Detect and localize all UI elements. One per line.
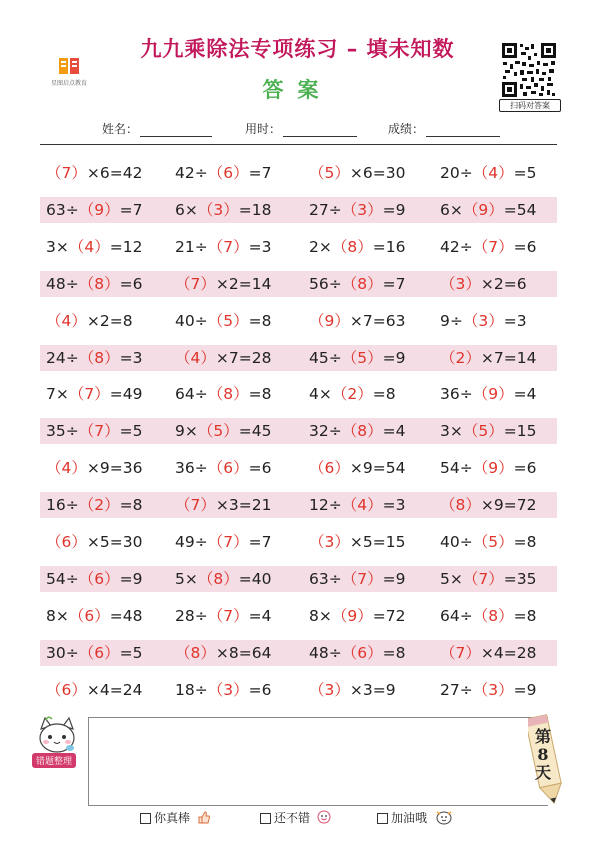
rating-good-checkbox[interactable]	[260, 813, 271, 824]
equation-prefix: 8×	[309, 607, 332, 625]
equation-cell	[175, 308, 271, 334]
equation-cell	[440, 197, 536, 223]
equation-suffix: =9	[382, 201, 406, 219]
answer-parenthesis[interactable]: （2）	[440, 349, 481, 367]
equation-prefix: 40÷	[175, 312, 208, 330]
equation-cell	[175, 197, 271, 223]
equation-suffix: =4	[382, 422, 406, 440]
equation-suffix: ×2=6	[480, 275, 527, 293]
equation-cell	[309, 566, 405, 592]
answer-parenthesis[interactable]: （9）	[462, 201, 504, 219]
equation-prefix: 2×	[309, 238, 332, 256]
error-area-top-line	[88, 717, 548, 718]
equation-cell	[175, 640, 271, 666]
answer-parenthesis[interactable]: （4）	[341, 496, 383, 514]
equation-suffix: ×4=28	[480, 644, 537, 662]
equation-cell	[46, 271, 142, 297]
answer-parenthesis[interactable]: （4）	[46, 459, 87, 477]
equation-cell	[440, 418, 536, 444]
equation-cell	[309, 640, 405, 666]
equation-suffix: =45	[238, 422, 272, 440]
equation-cell	[440, 271, 527, 297]
time-blank[interactable]	[283, 124, 357, 137]
equation-cell	[309, 677, 396, 703]
answer-parenthesis[interactable]: （3）	[197, 201, 239, 219]
exercise-row	[40, 308, 557, 334]
time-label: 用时：	[245, 122, 282, 136]
answer-parenthesis[interactable]: （8）	[207, 385, 249, 403]
answer-parenthesis[interactable]: （7）	[440, 644, 481, 662]
equation-prefix: 48÷	[46, 275, 79, 293]
equation-cell	[309, 197, 405, 223]
equation-cell	[440, 160, 536, 186]
equation-cell	[175, 603, 271, 629]
equation-cell	[440, 566, 536, 592]
equation-suffix: =7	[248, 533, 272, 551]
equation-suffix: =5	[513, 164, 537, 182]
qr-code-icon[interactable]	[501, 42, 557, 98]
exercise-row	[40, 603, 557, 629]
equation-suffix: ×7=14	[480, 349, 537, 367]
equation-suffix: =3	[119, 349, 143, 367]
equation-prefix: 54÷	[440, 459, 473, 477]
exercise-row	[40, 381, 557, 407]
answer-parenthesis[interactable]: （6）	[207, 164, 249, 182]
equation-cell	[175, 160, 271, 186]
rating-great-checkbox[interactable]	[140, 813, 151, 824]
logo-caption: 星图启点教育	[50, 80, 87, 87]
score-blank[interactable]	[426, 124, 500, 137]
answer-parenthesis[interactable]: （5）	[472, 533, 514, 551]
equation-cell	[175, 234, 271, 260]
equation-cell	[309, 492, 405, 518]
equation-prefix: 4×	[309, 385, 332, 403]
answer-parenthesis[interactable]: （8）	[78, 349, 120, 367]
equation-prefix: 45÷	[309, 349, 342, 367]
time-field[interactable]	[245, 120, 357, 137]
equation-suffix: ×3=9	[349, 681, 396, 699]
answer-parenthesis[interactable]: （7）	[207, 607, 249, 625]
rating-keep-going-label: 加油哦	[391, 811, 428, 825]
exercise-row	[40, 492, 557, 518]
equation-suffix: ×7=63	[349, 312, 406, 330]
equation-cell	[46, 492, 142, 518]
answer-parenthesis[interactable]: （6）	[68, 607, 110, 625]
equation-suffix: =6	[248, 459, 272, 477]
equation-cell	[46, 529, 142, 555]
equation-prefix: 36÷	[440, 385, 473, 403]
equation-suffix: =48	[109, 607, 143, 625]
answer-parenthesis[interactable]: （9）	[472, 385, 514, 403]
equation-suffix: ×2=14	[215, 275, 272, 293]
equation-prefix: 42÷	[175, 164, 208, 182]
equation-cell	[175, 677, 271, 703]
answer-parenthesis[interactable]: （9）	[472, 459, 514, 477]
equation-cell	[440, 492, 536, 518]
equation-cell	[46, 640, 142, 666]
equation-prefix: 9÷	[440, 312, 463, 330]
day-badge-prefix: 第	[534, 727, 551, 746]
answer-parenthesis[interactable]: （8）	[78, 275, 120, 293]
equation-cell	[309, 160, 405, 186]
answer-parenthesis[interactable]: （7）	[68, 385, 110, 403]
name-label: 姓名：	[102, 122, 139, 136]
exercise-row	[40, 234, 557, 260]
equation-cell	[46, 234, 142, 260]
equation-cell	[440, 529, 536, 555]
equation-prefix: 8×	[46, 607, 69, 625]
answer-parenthesis[interactable]: （8）	[440, 496, 481, 514]
equation-prefix: 5×	[440, 570, 463, 588]
answer-parenthesis[interactable]: （9）	[331, 607, 373, 625]
answer-parenthesis[interactable]: （6）	[341, 644, 383, 662]
equation-prefix: 64÷	[175, 385, 208, 403]
equation-suffix: =8	[372, 385, 396, 403]
equation-suffix: =54	[503, 201, 537, 219]
equation-suffix: =15	[503, 422, 537, 440]
score-label: 成绩：	[388, 122, 425, 136]
answer-parenthesis[interactable]: （9）	[309, 312, 350, 330]
answer-parenthesis[interactable]: （3）	[309, 533, 350, 551]
answer-parenthesis[interactable]: （7）	[78, 422, 120, 440]
rating-good-label: 还不错	[274, 811, 311, 825]
error-area-bottom-line	[88, 805, 548, 806]
answer-parenthesis[interactable]: （6）	[207, 459, 249, 477]
equation-cell	[46, 603, 142, 629]
equation-prefix: 35÷	[46, 422, 79, 440]
score-field[interactable]	[388, 120, 500, 137]
equation-prefix: 48÷	[309, 644, 342, 662]
equation-cell	[309, 381, 396, 407]
equation-suffix: =5	[119, 422, 143, 440]
rating-great-label: 你真棒	[154, 811, 191, 825]
equation-suffix: =18	[238, 201, 272, 219]
equation-suffix: =8	[513, 533, 537, 551]
equation-suffix: ×9=72	[480, 496, 537, 514]
equation-cell	[309, 455, 405, 481]
equation-suffix: =7	[119, 201, 143, 219]
error-area-left-line	[88, 717, 89, 805]
answer-parenthesis[interactable]: （4）	[175, 349, 216, 367]
equation-prefix: 49÷	[175, 533, 208, 551]
answer-parenthesis[interactable]: （7）	[175, 275, 216, 293]
equation-suffix: ×5=30	[86, 533, 143, 551]
equation-suffix: =6	[513, 459, 537, 477]
day-badge-suffix: 天	[534, 763, 551, 782]
page-subtitle: 答案	[262, 78, 333, 102]
equation-suffix: =8	[248, 312, 272, 330]
equation-suffix: ×7=28	[215, 349, 272, 367]
equation-prefix: 9×	[175, 422, 198, 440]
cat-mascot-icon	[34, 715, 80, 757]
rating-great[interactable]	[140, 809, 211, 827]
equation-cell	[175, 271, 271, 297]
equation-prefix: 54÷	[46, 570, 79, 588]
equation-cell	[440, 677, 536, 703]
answer-parenthesis[interactable]: （8）	[341, 275, 383, 293]
equation-cell	[175, 381, 271, 407]
equation-cell	[46, 345, 142, 371]
error-collection-label: 错题整理	[32, 753, 76, 768]
equation-cell	[46, 677, 142, 703]
equation-prefix: 27÷	[440, 681, 473, 699]
equation-cell	[46, 455, 142, 481]
equation-cell	[440, 234, 536, 260]
equation-prefix: 28÷	[175, 607, 208, 625]
equation-suffix: =4	[248, 607, 272, 625]
cheering-character-icon	[434, 809, 454, 828]
equation-suffix: =3	[248, 238, 272, 256]
equation-suffix: =7	[248, 164, 272, 182]
answer-parenthesis[interactable]: （8）	[331, 238, 373, 256]
answer-parenthesis[interactable]: （5）	[462, 422, 504, 440]
answer-parenthesis[interactable]: （6）	[46, 681, 87, 699]
equation-cell	[440, 308, 527, 334]
exercise-row	[40, 529, 557, 555]
day-badge-number: 8	[537, 745, 549, 764]
answer-parenthesis[interactable]: （6）	[46, 533, 87, 551]
answer-parenthesis[interactable]: （7）	[462, 570, 504, 588]
exercise-row	[40, 197, 557, 223]
equation-suffix: =9	[382, 570, 406, 588]
equation-prefix: 30÷	[46, 644, 79, 662]
equation-suffix: =4	[513, 385, 537, 403]
answer-parenthesis[interactable]: （5）	[197, 422, 239, 440]
equation-suffix: ×9=54	[349, 459, 406, 477]
answer-parenthesis[interactable]: （7）	[207, 533, 249, 551]
answer-parenthesis[interactable]: （3）	[309, 681, 350, 699]
equation-prefix: 40÷	[440, 533, 473, 551]
equation-cell	[440, 640, 536, 666]
equation-suffix: =3	[382, 496, 406, 514]
equation-cell	[309, 345, 405, 371]
answer-parenthesis[interactable]: （6）	[309, 459, 350, 477]
equation-cell	[46, 418, 142, 444]
equation-cell	[175, 492, 271, 518]
equation-cell	[309, 234, 405, 260]
answer-parenthesis[interactable]: （5）	[207, 312, 249, 330]
equation-cell	[46, 566, 142, 592]
answer-parenthesis[interactable]: （8）	[472, 607, 514, 625]
equation-cell	[46, 381, 142, 407]
thumbs-up-icon	[197, 810, 211, 827]
name-blank[interactable]	[140, 124, 212, 137]
equation-cell	[309, 418, 405, 444]
equation-prefix: 6×	[175, 201, 198, 219]
answer-parenthesis[interactable]: （2）	[78, 496, 120, 514]
answer-parenthesis[interactable]: （4）	[472, 164, 514, 182]
answer-parenthesis[interactable]: （6）	[78, 644, 120, 662]
equation-prefix: 64÷	[440, 607, 473, 625]
equation-prefix: 42÷	[440, 238, 473, 256]
equation-cell	[440, 345, 536, 371]
equation-suffix: =16	[372, 238, 406, 256]
exercise-row	[40, 160, 557, 186]
answer-parenthesis[interactable]: （4）	[46, 312, 87, 330]
equation-prefix: 5×	[175, 570, 198, 588]
answer-parenthesis[interactable]: （7）	[472, 238, 514, 256]
equation-cell	[175, 529, 271, 555]
header-divider	[40, 144, 557, 145]
answer-parenthesis[interactable]: （8）	[197, 570, 239, 588]
equation-suffix: =8	[248, 385, 272, 403]
equation-suffix: ×6=30	[349, 164, 406, 182]
answer-parenthesis[interactable]: （5）	[341, 349, 383, 367]
equation-suffix: ×3=21	[215, 496, 272, 514]
equation-prefix: 3×	[46, 238, 69, 256]
equation-prefix: 3×	[440, 422, 463, 440]
answer-parenthesis[interactable]: （2）	[331, 385, 373, 403]
equation-cell	[46, 197, 142, 223]
equation-prefix: 24÷	[46, 349, 79, 367]
answer-parenthesis[interactable]: （5）	[309, 164, 350, 182]
equation-suffix: ×8=64	[215, 644, 272, 662]
equation-suffix: ×6=42	[86, 164, 143, 182]
equation-cell	[175, 345, 271, 371]
equation-prefix: 56÷	[309, 275, 342, 293]
equation-suffix: =7	[382, 275, 406, 293]
equation-prefix: 7×	[46, 385, 69, 403]
equation-prefix: 16÷	[46, 496, 79, 514]
exercise-row	[40, 640, 557, 666]
answer-parenthesis[interactable]: （3）	[462, 312, 504, 330]
equation-prefix: 20÷	[440, 164, 473, 182]
equation-prefix: 21÷	[175, 238, 208, 256]
equation-prefix: 36÷	[175, 459, 208, 477]
equation-cell	[440, 603, 536, 629]
answer-parenthesis[interactable]: （3）	[341, 201, 383, 219]
exercise-row	[40, 566, 557, 592]
equation-prefix: 6×	[440, 201, 463, 219]
equation-prefix: 12÷	[309, 496, 342, 514]
equation-prefix: 18÷	[175, 681, 208, 699]
equation-cell	[309, 308, 405, 334]
equation-suffix: =49	[109, 385, 143, 403]
answer-parenthesis[interactable]: （8）	[341, 422, 383, 440]
rating-keep-going-checkbox[interactable]	[377, 813, 388, 824]
equation-suffix: =8	[513, 607, 537, 625]
equation-cell	[46, 160, 142, 186]
answer-parenthesis[interactable]: （6）	[78, 570, 120, 588]
equation-cell	[440, 381, 536, 407]
equation-prefix: 63÷	[46, 201, 79, 219]
self-evaluation-row	[0, 809, 595, 827]
rating-keep-going[interactable]	[377, 809, 454, 828]
equation-suffix: =12	[109, 238, 143, 256]
equation-prefix: 63÷	[309, 570, 342, 588]
equation-suffix: =9	[119, 570, 143, 588]
equation-cell	[46, 308, 133, 334]
equation-cell	[309, 529, 405, 555]
exercise-row	[40, 677, 557, 703]
equation-suffix: =6	[248, 681, 272, 699]
answer-parenthesis[interactable]: （7）	[175, 496, 216, 514]
equation-suffix: =8	[119, 496, 143, 514]
exercise-row	[40, 345, 557, 371]
equation-suffix: =5	[119, 644, 143, 662]
answer-parenthesis[interactable]: （3）	[207, 681, 249, 699]
equation-suffix: ×4=24	[86, 681, 143, 699]
error-collection-area	[36, 717, 560, 805]
answer-parenthesis[interactable]: （7）	[207, 238, 249, 256]
smile-face-icon	[317, 810, 331, 827]
equation-suffix: =9	[382, 349, 406, 367]
equation-suffix: =72	[372, 607, 406, 625]
rating-good[interactable]	[260, 809, 331, 827]
equation-suffix: ×9=36	[86, 459, 143, 477]
equation-cell	[440, 455, 536, 481]
answer-parenthesis[interactable]: （9）	[78, 201, 120, 219]
equation-suffix: ×5=15	[349, 533, 406, 551]
equation-prefix: 27÷	[309, 201, 342, 219]
exercise-row	[40, 455, 557, 481]
answer-parenthesis[interactable]: （8）	[175, 644, 216, 662]
equation-suffix: =6	[119, 275, 143, 293]
answer-parenthesis[interactable]: （7）	[46, 164, 87, 182]
page-title: 九九乘除法专项练习 – 填未知数	[140, 37, 455, 61]
equation-suffix: =35	[503, 570, 537, 588]
equation-suffix: ×2=8	[86, 312, 133, 330]
student-info-row	[0, 120, 595, 136]
equation-suffix: =3	[503, 312, 527, 330]
answer-parenthesis[interactable]: （4）	[68, 238, 110, 256]
equation-suffix: =9	[513, 681, 537, 699]
equation-suffix: =8	[382, 644, 406, 662]
day-badge	[530, 728, 556, 782]
equation-prefix: 32÷	[309, 422, 342, 440]
answer-parenthesis[interactable]: （7）	[341, 570, 383, 588]
name-field[interactable]	[102, 120, 212, 137]
exercise-row	[40, 271, 557, 297]
equation-cell	[175, 455, 271, 481]
equation-cell	[175, 418, 271, 444]
equation-cell	[175, 566, 271, 592]
answer-parenthesis[interactable]: （3）	[472, 681, 514, 699]
equation-suffix: =40	[238, 570, 272, 588]
equation-cell	[309, 271, 405, 297]
equation-cell	[309, 603, 405, 629]
qr-caption: 扫码对答案	[499, 99, 561, 112]
answer-parenthesis[interactable]: （3）	[440, 275, 481, 293]
exercise-row	[40, 418, 557, 444]
equation-suffix: =6	[513, 238, 537, 256]
